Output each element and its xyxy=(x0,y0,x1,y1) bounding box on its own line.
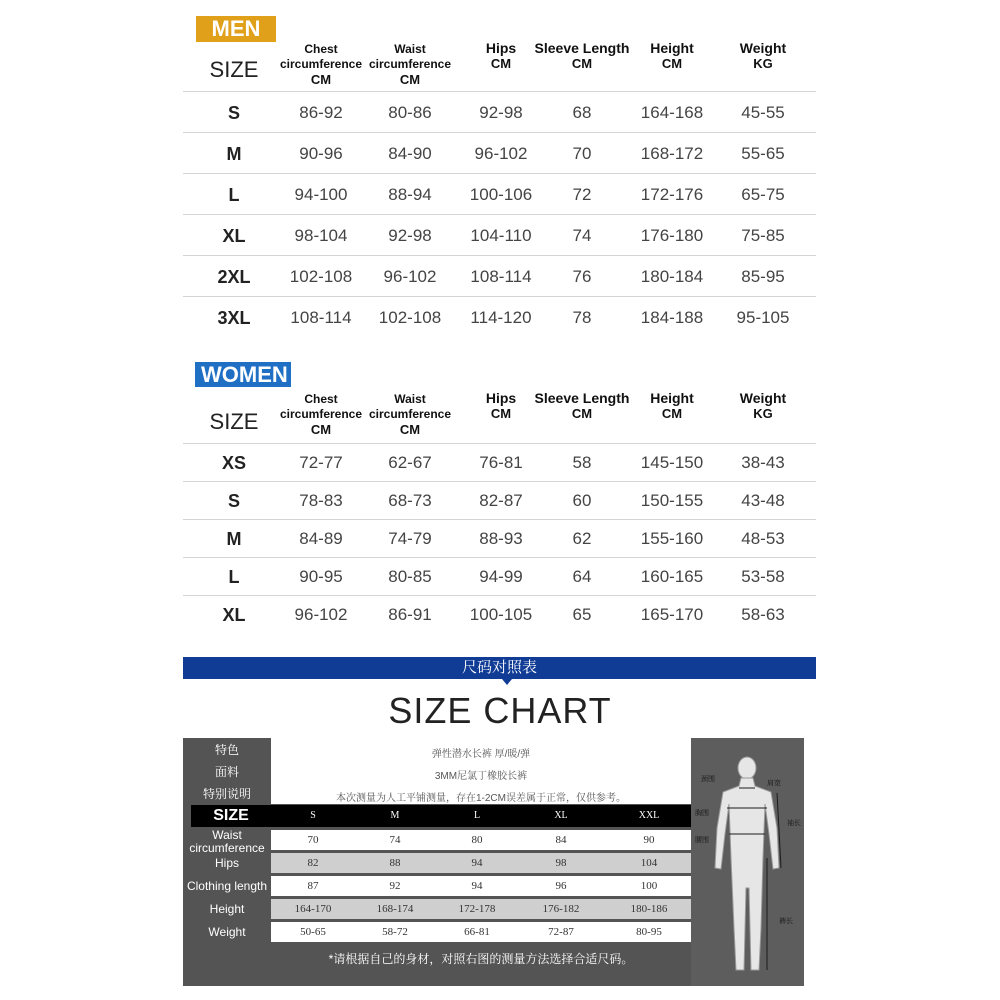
column-header-line2: circumference xyxy=(368,407,452,421)
value-cell: 98-104 xyxy=(294,225,348,245)
figure-label: 袖长 xyxy=(787,820,801,827)
chart-value-cell: 80 xyxy=(471,834,483,846)
value-cell: 90-95 xyxy=(299,567,343,586)
value-cell: 76 xyxy=(572,266,592,286)
value-cell: 95-105 xyxy=(736,307,790,327)
value-cell: 65-75 xyxy=(741,184,785,204)
chart-row-label: Hips xyxy=(214,856,239,870)
column-header-line2: Sleeve Length xyxy=(534,40,630,56)
chart-data-row xyxy=(271,853,691,873)
value-cell: 96-102 xyxy=(383,266,437,286)
value-cell: 145-150 xyxy=(640,453,704,472)
chart-value-cell: 104 xyxy=(640,857,658,869)
column-header-unit: KG xyxy=(753,406,773,421)
measurement-figure xyxy=(691,738,804,986)
table-row xyxy=(183,214,816,256)
value-cell: 84-89 xyxy=(299,529,343,548)
chart-row-label: Waist circumference xyxy=(189,828,265,855)
size-cell: M xyxy=(226,529,242,549)
chart-value-cell: 94 xyxy=(471,857,483,869)
chart-value-cell: 98 xyxy=(555,857,567,869)
chart-data-row xyxy=(271,922,691,942)
value-cell: 75-85 xyxy=(741,225,785,245)
size-cell: L xyxy=(228,567,240,587)
chart-value-cell: 90 xyxy=(643,834,655,846)
size-column-header: M xyxy=(390,810,400,821)
men-badge: MEN xyxy=(196,16,276,42)
size-cell: 3XL xyxy=(217,307,251,328)
chart-row-label: Weight xyxy=(208,925,246,939)
table-row xyxy=(183,91,816,133)
chart-value-cell: 66-81 xyxy=(464,926,490,938)
value-cell: 78 xyxy=(572,307,592,327)
chart-data-row xyxy=(271,830,691,850)
column-header-unit: CM xyxy=(661,56,683,71)
chart-value-cell: 100 xyxy=(640,880,658,892)
value-cell: 72 xyxy=(572,184,592,204)
value-cell: 100-105 xyxy=(469,605,533,624)
chart-value-cell: 58-72 xyxy=(382,926,408,938)
men-table-header xyxy=(183,40,816,91)
column-header-line2: Height xyxy=(650,390,694,406)
value-cell: 65 xyxy=(572,605,592,624)
column-header-line2: Hips xyxy=(485,390,517,406)
value-cell: 45-55 xyxy=(741,102,785,122)
size-chart-banner: 尺码对照表 xyxy=(183,657,816,679)
figure-label: 颈围 xyxy=(701,776,715,783)
women-badge: WOMEN xyxy=(195,362,291,387)
size-strip xyxy=(271,805,691,827)
value-cell: 155-160 xyxy=(640,529,704,548)
table-row xyxy=(183,173,816,215)
men-column-header-5 xyxy=(708,42,818,72)
column-header-line1: Waist xyxy=(394,392,426,406)
chart-row-label: Clothing length xyxy=(186,879,268,893)
column-header-unit: CM xyxy=(571,56,593,71)
table-row xyxy=(183,443,816,482)
chart-value-cell: 84 xyxy=(555,834,567,846)
chart-value-cell: 94 xyxy=(471,880,483,892)
column-header-line1: Chest xyxy=(304,42,338,56)
info-value: 3MM尼氯丁橡胶长裤 xyxy=(434,771,528,782)
value-cell: 62 xyxy=(572,529,592,548)
value-cell: 172-176 xyxy=(640,184,704,204)
column-header-line2: Hips xyxy=(485,40,517,56)
value-cell: 90-96 xyxy=(299,143,343,163)
value-cell: 94-99 xyxy=(479,567,523,586)
column-header-unit: CM xyxy=(310,72,332,87)
value-cell: 164-168 xyxy=(640,102,704,122)
chart-value-cell: 172-178 xyxy=(458,903,496,915)
value-cell: 100-106 xyxy=(469,184,533,204)
column-header-line2: circumference xyxy=(279,57,363,71)
value-cell: 108-114 xyxy=(290,307,352,327)
value-cell: 55-65 xyxy=(741,143,785,163)
value-cell: 86-91 xyxy=(388,605,432,624)
chart-value-cell: 70 xyxy=(307,834,319,846)
value-cell: 96-102 xyxy=(294,605,348,624)
value-cell: 64 xyxy=(572,567,592,586)
value-cell: 68-73 xyxy=(388,491,432,510)
chart-note: *请根据自己的身材，对照右图的测量方法选择合适尺码。 xyxy=(328,952,634,966)
chart-data-row xyxy=(271,899,691,919)
value-cell: 62-67 xyxy=(388,453,432,472)
value-cell: 104-110 xyxy=(470,225,532,245)
value-cell: 184-188 xyxy=(640,307,704,327)
value-cell: 92-98 xyxy=(479,102,523,122)
value-cell: 74 xyxy=(572,225,592,245)
size-column-header: XL xyxy=(554,810,568,821)
value-cell: 68 xyxy=(572,102,592,122)
size-cell: XL xyxy=(222,605,246,625)
value-cell: 70 xyxy=(572,143,592,163)
table-row xyxy=(183,296,816,338)
table-row xyxy=(183,132,816,174)
value-cell: 43-48 xyxy=(741,491,785,510)
value-cell: 85-95 xyxy=(741,266,785,286)
product-size-chart xyxy=(183,738,804,986)
chart-value-cell: 92 xyxy=(389,880,401,892)
column-header-line1: Waist xyxy=(394,42,426,56)
size-cell: M xyxy=(226,143,242,164)
table-row xyxy=(183,519,816,558)
chart-data-row xyxy=(271,876,691,896)
value-cell: 88-94 xyxy=(388,184,432,204)
value-cell: 114-120 xyxy=(470,307,532,327)
column-header-unit: CM xyxy=(571,406,593,421)
chart-value-cell: 72-87 xyxy=(548,926,574,938)
column-header-line2: Weight xyxy=(739,390,787,406)
figure-label: 腰围 xyxy=(695,837,709,844)
figure-label: 裤长 xyxy=(779,918,793,925)
value-cell: 150-155 xyxy=(640,491,704,510)
chart-value-cell: 176-182 xyxy=(542,903,580,915)
chart-value-cell: 168-174 xyxy=(376,903,414,915)
value-cell: 78-83 xyxy=(299,491,343,510)
info-value: 弹性潜水长裤 厚/暖/弹 xyxy=(431,749,531,760)
column-header-line2: Sleeve Length xyxy=(534,390,630,406)
value-cell: 108-114 xyxy=(470,266,532,286)
value-cell: 53-58 xyxy=(741,567,785,586)
size-chart-title: SIZE CHART xyxy=(388,690,612,731)
women-size-table xyxy=(183,390,816,636)
women-table-header xyxy=(183,390,816,443)
chart-value-cell: 74 xyxy=(389,834,401,846)
value-cell: 80-85 xyxy=(388,567,432,586)
women-column-header-5 xyxy=(708,392,818,422)
size-cell: S xyxy=(227,491,240,511)
banner-arrow-icon xyxy=(502,679,512,685)
men-size-header: SIZE xyxy=(209,57,259,82)
value-cell: 88-93 xyxy=(479,529,523,548)
value-cell: 94-100 xyxy=(294,184,348,204)
men-size-table xyxy=(183,40,816,338)
column-header-unit: CM xyxy=(399,422,421,437)
column-header-unit: CM xyxy=(490,56,512,71)
value-cell: 74-79 xyxy=(388,529,432,548)
chart-value-cell: 50-65 xyxy=(300,926,326,938)
value-cell: 58-63 xyxy=(741,605,785,624)
value-cell: 48-53 xyxy=(741,529,785,548)
value-cell: 176-180 xyxy=(640,225,704,245)
table-row xyxy=(183,557,816,596)
size-column-header: L xyxy=(473,810,481,821)
info-value: 本次测量为人工平铺测量，存在1-2CM误差属于正常，仅供参考。 xyxy=(335,793,626,804)
size-cell: XL xyxy=(222,225,246,246)
value-cell: 86-92 xyxy=(299,102,343,122)
column-header-line2: Height xyxy=(650,40,694,56)
chart-value-cell: 82 xyxy=(307,857,319,869)
column-header-line2: circumference xyxy=(279,407,363,421)
figure-label: 胸围 xyxy=(695,810,709,817)
value-cell: 60 xyxy=(572,491,592,510)
value-cell: 82-87 xyxy=(479,491,523,510)
size-cell: L xyxy=(228,184,240,205)
chart-value-cell: 180-186 xyxy=(630,903,668,915)
chart-size-label: SIZE xyxy=(191,805,271,827)
figure-label: 肩宽 xyxy=(767,780,781,787)
column-header-line1: Chest xyxy=(304,392,338,406)
chart-value-cell: 80-95 xyxy=(636,926,662,938)
column-header-unit: CM xyxy=(490,406,512,421)
column-header-unit: KG xyxy=(753,56,773,71)
value-cell: 38-43 xyxy=(741,453,785,472)
column-header-unit: CM xyxy=(661,406,683,421)
value-cell: 180-184 xyxy=(640,266,704,286)
size-column-header: S xyxy=(310,810,316,821)
info-label: 特别说明 xyxy=(202,787,251,801)
value-cell: 168-172 xyxy=(640,143,704,163)
column-header-line2: circumference xyxy=(368,57,452,71)
info-label: 特色 xyxy=(214,743,239,757)
value-cell: 72-77 xyxy=(299,453,343,472)
value-cell: 92-98 xyxy=(388,225,432,245)
chart-value-cell: 96 xyxy=(555,880,567,892)
size-cell: XS xyxy=(221,453,246,473)
value-cell: 84-90 xyxy=(388,143,432,163)
size-column-header: XXL xyxy=(638,810,660,821)
table-row xyxy=(183,481,816,520)
value-cell: 96-102 xyxy=(474,143,528,163)
info-label: 面料 xyxy=(214,765,239,779)
table-row xyxy=(183,255,816,297)
value-cell: 160-165 xyxy=(640,567,704,586)
size-cell: S xyxy=(227,102,240,123)
women-size-header: SIZE xyxy=(209,409,259,434)
chart-row-label: Height xyxy=(209,902,245,916)
value-cell: 80-86 xyxy=(388,102,432,122)
chart-value-cell: 164-170 xyxy=(294,903,332,915)
column-header-unit: CM xyxy=(310,422,332,437)
column-header-line2: Weight xyxy=(739,40,787,56)
table-row xyxy=(183,595,816,634)
value-cell: 165-170 xyxy=(640,605,704,624)
column-header-unit: CM xyxy=(399,72,421,87)
value-cell: 102-108 xyxy=(378,307,442,327)
chart-value-cell: 88 xyxy=(389,857,401,869)
value-cell: 76-81 xyxy=(479,453,523,472)
value-cell: 58 xyxy=(572,453,592,472)
chart-value-cell: 87 xyxy=(307,880,319,892)
size-cell: 2XL xyxy=(217,266,251,287)
value-cell: 102-108 xyxy=(289,266,353,286)
